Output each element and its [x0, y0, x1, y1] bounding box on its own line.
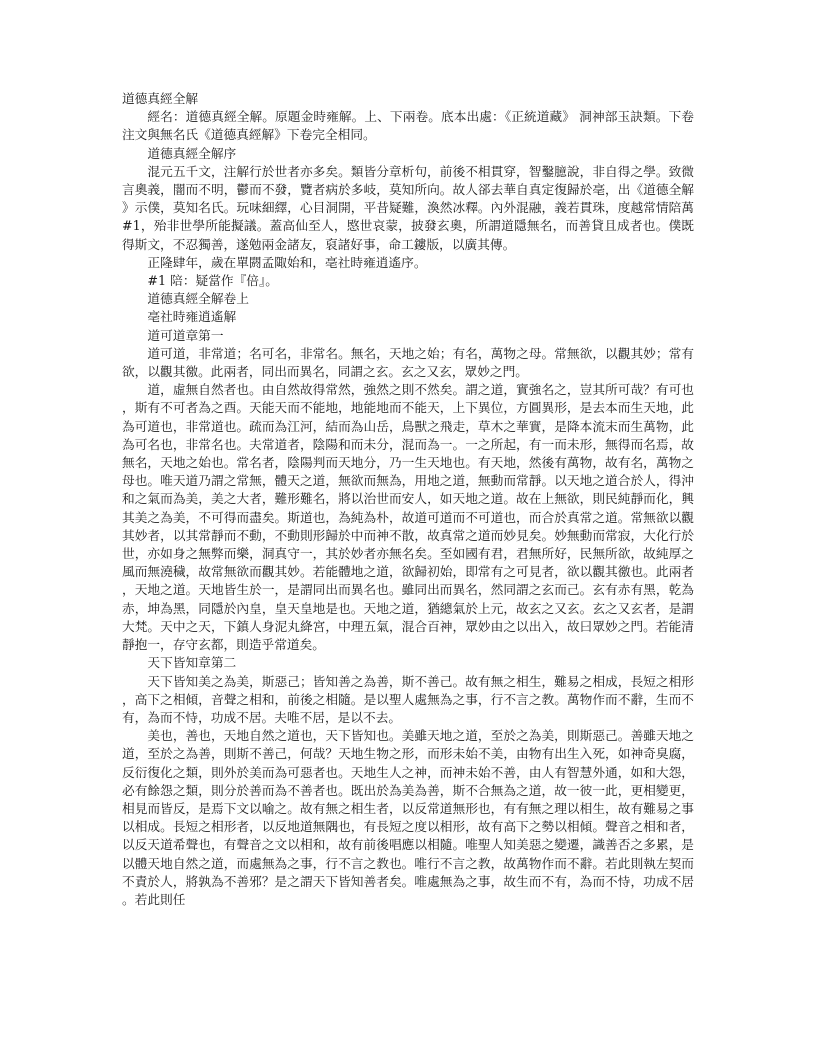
section-heading: 道德真經全解 [122, 91, 199, 106]
section-heading: 亳社時雍逍遙解 [147, 309, 237, 325]
text-paragraph: 道可道，非常道；名可名，非常名。無名，天地之始；有名，萬物之母。常無欲，以觀其妙；常有欲，以觀其徼。此兩者，同出而異名，同謂之玄。玄之又玄，眾妙之門。 [122, 345, 694, 380]
text-paragraph: 道，虛無自然者也。由自然故得常然，強然之則不然矣。謂之道，實強名之，豈其所可哉？有可也，斯有不可者為之酉。天能天而不能地，地能地而不能天，上下異位，方圓異形，是去本而生天地，此為可道也，非常道也。疏而為江河，結而為山岳，鳥獸之飛走，草木之華實，是降本流末而生萬物，此為可名也，非常名也。夫常道者，陰陽和而未分，混而為一。一之所起，有一而未形，無得而名焉，故無名，天地之始也。常名者，陰陽判而天地分，乃一生天地也。有天地，然後有萬物，故有名，萬物之母也。唯天道乃謂之常無，體天之道，無欲而無為，用地之道，無動而常靜。以天地之道合於人，得沖和之氣而為美，美之大者，難形難名，將以治世而安人，如天地之道。故在上無欲，則民純靜而化，興其美之為美，不可得而盡矣。斯道也，為純為朴，故道可道而不可道也，而合於真常之道。常無欲以觀其妙者，以其常靜而不動，不動則形歸於中而神不散，故真常之道而妙見矣。妙無動而常寂，大化行於世，亦如身之無弊而樂，洞真守一，其於妙者亦無名矣。至如國有君，君無所好，民無所欲，故純厚之風而無澆穢，故常無欲而觀其妙。若能體地之道，欲歸初始，即常有之可見者，欲以觀其徼也。此兩者，天地之道。天地皆生於一，是謂同出而異名也。雖同出而異名，然同謂之玄而己。玄有赤有黑，乾為赤，坤為黑，同隱於內皇，皇天皇地是也。天地之道，猶總氣於上元，故玄之又玄。玄之又玄者，是謂大梵。天中之天，下鎮人身泥丸絳宮，中理五氣，混合百神，眾妙由之以出入，故曰眾妙之門。若能清靜抱一，存守玄都，則造乎常道矣。 [122, 382, 694, 653]
text-paragraph: 正隆肆年，歲在單閼孟陬始和，亳社時雍逍遙序。 [147, 254, 427, 270]
section-heading: 道德真經全解卷上 [147, 291, 249, 307]
footnote: #1 陪：疑當作『倍』。 [147, 273, 278, 289]
section-heading: 天下皆知章第二 [147, 655, 237, 671]
section-heading: 道德真經全解序 [147, 145, 237, 161]
section-heading: 道可道章第一 [147, 327, 224, 343]
document-body [122, 90, 694, 909]
text-paragraph: 天下皆知美之為美，斯惡己；皆知善之為善，斯不善己。故有無之相生，難易之相成，長短之相形，高下之相傾，音聲之相和，前後之相隨。是以聖人處無為之事，行不言之教。萬物作而不辭，生而不有，為而不恃，功成不居。夫唯不居，是以不去。 [122, 673, 694, 725]
text-paragraph: 經名：道德真經全解。原題金時雍解。上、下兩卷。底本出處：《正統道藏》 洞神部玉訣類。下卷注文與無名氏《道德真經解》下卷完全相同。 [122, 109, 694, 143]
text-paragraph: 美也，善也，天地自然之道也，天下皆知也。美雖天地之道，至於之為美，則斯惡己。善雖天地之道，至於之為善，則斯不善己，何哉？天地生物之形，而形未始不美，由物有出生入死，如神奇臭腐，反衍復化之類，則外於美而為可惡者也。天地生人之神，而神未始不善，由人有智慧外通，如和大怨，必有餘怨之類，則分於善而為不善者也。既出於為美為善，斯不合無為之道，故一彼一此，更相變更，相見而皆反，是焉下文以喻之。故有無之相生者，以反常道無形也，有有無之理以相生，故有難易之事以相成。長短之相形者，以反地道無隅也，有長短之度以相形，故有高下之勢以相傾。聲音之相和者，以反天道希聲也，有聲音之文以相和，故有前後唱應以相隨。唯聖人知美惡之變遷，識善否之多累，是以體天地自然之道，而處無為之事，行不言之教也。唯行不言之教，故萬物作而不辭。若此則執左契而不責於人，將孰為不善邪？是之謂天下皆知善者矣。唯處無為之事，故生而不有，為而不恃，功成不居。若此則任 [122, 728, 694, 907]
text-paragraph: 混元五千文，注解行於世者亦多矣。類皆分章析句，前後不相貫穿，智鑿臆說，非自得之學。致微言奧義，闇而不明，鬱而不發，覽者病於多岐，莫知所向。故人郤去華自真定復歸於亳，出《道德全解》示僕，莫知名氏。玩味細繹，心目洞開，平昔疑難，渙然冰釋。內外混融，義若貫珠，度越常情陪萬#1，殆非世學所能擬議。蓋高仙至人，愍世哀蒙，披發玄奧，所謂道隱無名，而善貸且成者也。僕既得斯文，不忍獨善，遂勉兩金諸友，裒諸好事，命工鏤版，以廣其傳。 [122, 163, 694, 252]
